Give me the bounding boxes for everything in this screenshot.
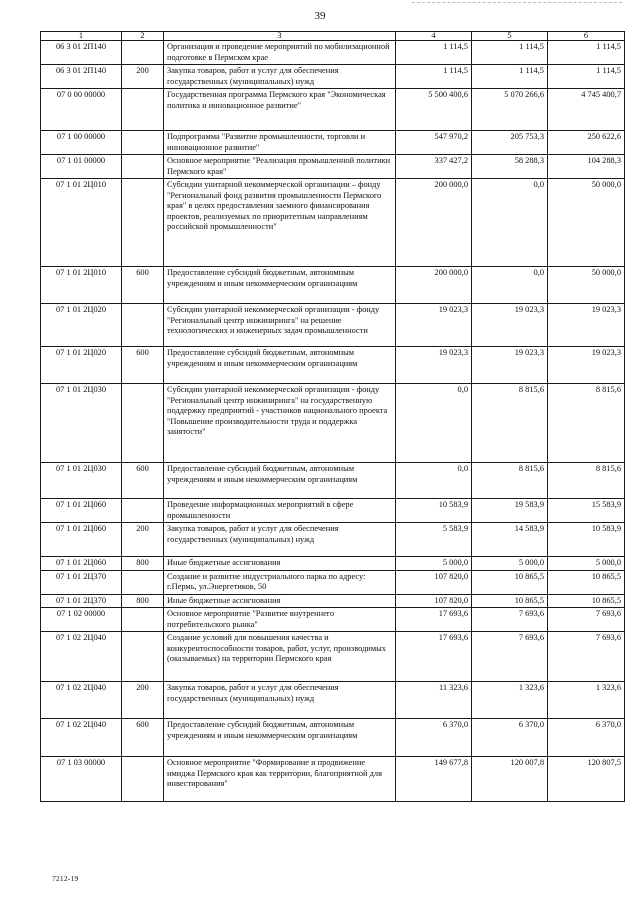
amount-col-6-cell: 104 288,3	[548, 155, 625, 179]
amount-col-4-cell: 11 323,6	[396, 682, 472, 719]
amount-col-4-cell: 10 583,9	[396, 499, 472, 523]
scan-edge-marks	[412, 2, 622, 5]
amount-col-5-cell: 19 023,3	[472, 347, 548, 384]
table-row	[41, 499, 625, 523]
amount-col-5-cell: 10 865,5	[472, 594, 548, 608]
table-row	[41, 608, 625, 632]
amount-col-5-cell: 10 865,5	[472, 570, 548, 594]
amount-col-4-cell: 200 000,0	[396, 267, 472, 304]
amount-col-6-cell: 10 583,9	[548, 523, 625, 557]
expense-type-cell: 600	[122, 347, 164, 384]
classification-code-cell: 07 1 01 2Ц010	[41, 179, 122, 267]
amount-col-6-cell: 50 000,0	[548, 267, 625, 304]
table-header-row	[41, 32, 625, 41]
item-name-cell: Подпрограмма "Развитие промышленности, торговли и инновационное развитие"	[164, 131, 396, 155]
amount-col-6-cell: 250 622,6	[548, 131, 625, 155]
classification-code-cell: 07 1 01 2Ц010	[41, 267, 122, 304]
expense-type-cell	[122, 632, 164, 682]
table-row	[41, 89, 625, 131]
classification-code-cell: 06 3 01 2П140	[41, 65, 122, 89]
classification-code-cell: 07 1 00 00000	[41, 131, 122, 155]
expense-type-cell: 200	[122, 523, 164, 557]
table-row	[41, 757, 625, 802]
amount-col-4-cell: 5 000,0	[396, 557, 472, 571]
item-name-cell: Создание условий для повышения качества и конкурентоспособности товаров, работ, услуг, производимых (оказываемых) на территории Пермского края	[164, 632, 396, 682]
classification-code-cell: 07 1 03 00000	[41, 757, 122, 802]
item-name-cell: Основное мероприятие "Формирование и продвижение имиджа Пермского края как территории, благоприятной для инвестирования"	[164, 757, 396, 802]
amount-col-4-cell: 19 023,3	[396, 304, 472, 347]
expense-type-cell: 800	[122, 594, 164, 608]
expense-type-cell	[122, 757, 164, 802]
amount-col-6-cell: 4 745 400,7	[548, 89, 625, 131]
page-number: 39	[314, 10, 326, 22]
classification-code-cell: 07 1 01 00000	[41, 155, 122, 179]
table-row	[41, 41, 625, 65]
amount-col-6-cell: 50 000,0	[548, 179, 625, 267]
item-name-cell: Предоставление субсидий бюджетным, автономным учреждениям и иным некоммерческим организациям	[164, 719, 396, 757]
classification-code-cell: 07 1 02 2Ц040	[41, 632, 122, 682]
amount-col-6-cell: 8 815,6	[548, 384, 625, 463]
header-col-6: 6	[548, 32, 625, 41]
amount-col-5-cell: 5 070 266,6	[472, 89, 548, 131]
amount-col-4-cell: 107 820,0	[396, 594, 472, 608]
item-name-cell: Иные бюджетные ассигнования	[164, 557, 396, 571]
item-name-cell: Организация и проведение мероприятий по мобилизационной подготовке в Пермском крае	[164, 41, 396, 65]
classification-code-cell: 07 1 01 2Ц060	[41, 523, 122, 557]
amount-col-6-cell: 5 000,0	[548, 557, 625, 571]
amount-col-5-cell: 14 583,9	[472, 523, 548, 557]
amount-col-4-cell: 1 114,5	[396, 65, 472, 89]
classification-code-cell: 07 1 02 2Ц040	[41, 682, 122, 719]
header-col-1: 1	[41, 32, 122, 41]
item-name-cell: Закупка товаров, работ и услуг для обеспечения государственных (муниципальных) нужд	[164, 523, 396, 557]
amount-col-5-cell: 5 000,0	[472, 557, 548, 571]
table-row	[41, 347, 625, 384]
amount-col-4-cell: 17 693,6	[396, 632, 472, 682]
expense-type-cell	[122, 499, 164, 523]
amount-col-6-cell: 19 023,3	[548, 347, 625, 384]
table-row	[41, 557, 625, 571]
expense-type-cell: 600	[122, 719, 164, 757]
amount-col-4-cell: 149 677,8	[396, 757, 472, 802]
amount-col-4-cell: 1 114,5	[396, 41, 472, 65]
table-row	[41, 384, 625, 463]
item-name-cell: Создание и развитие индустриального парка по адресу: г.Пермь, ул.Энергетиков, 50	[164, 570, 396, 594]
classification-code-cell: 07 1 01 2Ц020	[41, 304, 122, 347]
item-name-cell: Основное мероприятие "Развитие внутреннего потребительского рынка"	[164, 608, 396, 632]
amount-col-6-cell: 6 370,0	[548, 719, 625, 757]
expense-type-cell	[122, 608, 164, 632]
item-name-cell: Предоставление субсидий бюджетным, автономным учреждениям и иным некоммерческим организациям	[164, 267, 396, 304]
classification-code-cell: 07 1 01 2Ц060	[41, 499, 122, 523]
header-col-2: 2	[122, 32, 164, 41]
expense-type-cell	[122, 131, 164, 155]
expense-type-cell	[122, 304, 164, 347]
classification-code-cell: 07 1 01 2Ц030	[41, 384, 122, 463]
header-col-4: 4	[396, 32, 472, 41]
amount-col-5-cell: 7 693,6	[472, 632, 548, 682]
amount-col-4-cell: 0,0	[396, 463, 472, 499]
table-row	[41, 463, 625, 499]
expense-type-cell: 200	[122, 65, 164, 89]
amount-col-4-cell: 19 023,3	[396, 347, 472, 384]
document-footer-code: 7212-19	[52, 874, 79, 883]
item-name-cell: Субсидии унитарной некоммерческой организации – фонду "Региональный фонд развития промышленности Пермского края" в целях предоставления заемного финансирования проектов, реализуемых по приоритетным направлениям российской промышленности"	[164, 179, 396, 267]
amount-col-6-cell: 1 114,5	[548, 65, 625, 89]
amount-col-6-cell: 10 865,5	[548, 594, 625, 608]
amount-col-6-cell: 15 583,9	[548, 499, 625, 523]
item-name-cell: Предоставление субсидий бюджетным, автономным учреждениям и иным некоммерческим организациям	[164, 463, 396, 499]
expense-type-cell: 200	[122, 682, 164, 719]
table-row	[41, 682, 625, 719]
expense-type-cell	[122, 155, 164, 179]
amount-col-4-cell: 5 500 400,6	[396, 89, 472, 131]
amount-col-5-cell: 19 023,3	[472, 304, 548, 347]
classification-code-cell: 07 1 01 2Ц020	[41, 347, 122, 384]
amount-col-5-cell: 1 114,5	[472, 65, 548, 89]
amount-col-5-cell: 19 583,9	[472, 499, 548, 523]
amount-col-5-cell: 6 370,0	[472, 719, 548, 757]
table-row	[41, 304, 625, 347]
classification-code-cell: 07 1 01 2Ц060	[41, 557, 122, 571]
expense-type-cell	[122, 179, 164, 267]
expense-type-cell	[122, 384, 164, 463]
table-row	[41, 65, 625, 89]
expense-type-cell: 600	[122, 463, 164, 499]
classification-code-cell: 06 3 01 2П140	[41, 41, 122, 65]
amount-col-4-cell: 200 000,0	[396, 179, 472, 267]
classification-code-cell: 07 1 02 00000	[41, 608, 122, 632]
table-row	[41, 570, 625, 594]
item-name-cell: Предоставление субсидий бюджетным, автономным учреждениям и иным некоммерческим организациям	[164, 347, 396, 384]
item-name-cell: Государственная программа Пермского края "Экономическая политика и инновационное развитие"	[164, 89, 396, 131]
table-row	[41, 594, 625, 608]
classification-code-cell: 07 1 01 2Ц370	[41, 594, 122, 608]
amount-col-5-cell: 8 815,6	[472, 384, 548, 463]
table-row	[41, 267, 625, 304]
expense-type-cell	[122, 570, 164, 594]
amount-col-5-cell: 58 288,3	[472, 155, 548, 179]
table-row	[41, 131, 625, 155]
expense-type-cell	[122, 89, 164, 131]
table-row	[41, 632, 625, 682]
amount-col-5-cell: 0,0	[472, 179, 548, 267]
table-row	[41, 155, 625, 179]
expense-type-cell	[122, 41, 164, 65]
classification-code-cell: 07 0 00 00000	[41, 89, 122, 131]
amount-col-5-cell: 205 753,3	[472, 131, 548, 155]
expense-type-cell: 800	[122, 557, 164, 571]
header-col-3: 3	[164, 32, 396, 41]
table-row	[41, 523, 625, 557]
amount-col-5-cell: 1 323,6	[472, 682, 548, 719]
table-row	[41, 179, 625, 267]
item-name-cell: Закупка товаров, работ и услуг для обеспечения государственных (муниципальных) нужд	[164, 682, 396, 719]
header-col-5: 5	[472, 32, 548, 41]
table-row	[41, 719, 625, 757]
amount-col-5-cell: 1 114,5	[472, 41, 548, 65]
amount-col-4-cell: 0,0	[396, 384, 472, 463]
amount-col-6-cell: 10 865,5	[548, 570, 625, 594]
amount-col-5-cell: 7 693,6	[472, 608, 548, 632]
budget-table	[40, 31, 625, 802]
amount-col-6-cell: 7 693,6	[548, 608, 625, 632]
amount-col-4-cell: 5 583,9	[396, 523, 472, 557]
amount-col-6-cell: 8 815,6	[548, 463, 625, 499]
amount-col-4-cell: 6 370,0	[396, 719, 472, 757]
amount-col-4-cell: 547 970,2	[396, 131, 472, 155]
amount-col-6-cell: 19 023,3	[548, 304, 625, 347]
item-name-cell: Субсидии унитарной некоммерческой организации - фонду "Региональный центр инжиниринга" на государственную поддержку предприятий - участников национального проекта "Повышение производительности труда и поддержка занятости"	[164, 384, 396, 463]
classification-code-cell: 07 1 02 2Ц040	[41, 719, 122, 757]
amount-col-5-cell: 8 815,6	[472, 463, 548, 499]
amount-col-4-cell: 337 427,2	[396, 155, 472, 179]
amount-col-5-cell: 120 007,8	[472, 757, 548, 802]
amount-col-6-cell: 1 323,6	[548, 682, 625, 719]
item-name-cell: Основное мероприятие "Реализация промышленной политики Пермского края"	[164, 155, 396, 179]
amount-col-6-cell: 120 807,5	[548, 757, 625, 802]
expense-type-cell: 600	[122, 267, 164, 304]
classification-code-cell: 07 1 01 2Ц370	[41, 570, 122, 594]
amount-col-5-cell: 0,0	[472, 267, 548, 304]
amount-col-4-cell: 107 820,0	[396, 570, 472, 594]
item-name-cell: Проведение информационных мероприятий в сфере промышленности	[164, 499, 396, 523]
item-name-cell: Закупка товаров, работ и услуг для обеспечения государственных (муниципальных) нужд	[164, 65, 396, 89]
amount-col-6-cell: 7 693,6	[548, 632, 625, 682]
amount-col-4-cell: 17 693,6	[396, 608, 472, 632]
amount-col-6-cell: 1 114,5	[548, 41, 625, 65]
classification-code-cell: 07 1 01 2Ц030	[41, 463, 122, 499]
item-name-cell: Субсидии унитарной некоммерческой организации - фонду "Региональный центр инжиниринга" на решение технологических и инженерных задач промышленности	[164, 304, 396, 347]
item-name-cell: Иные бюджетные ассигнования	[164, 594, 396, 608]
